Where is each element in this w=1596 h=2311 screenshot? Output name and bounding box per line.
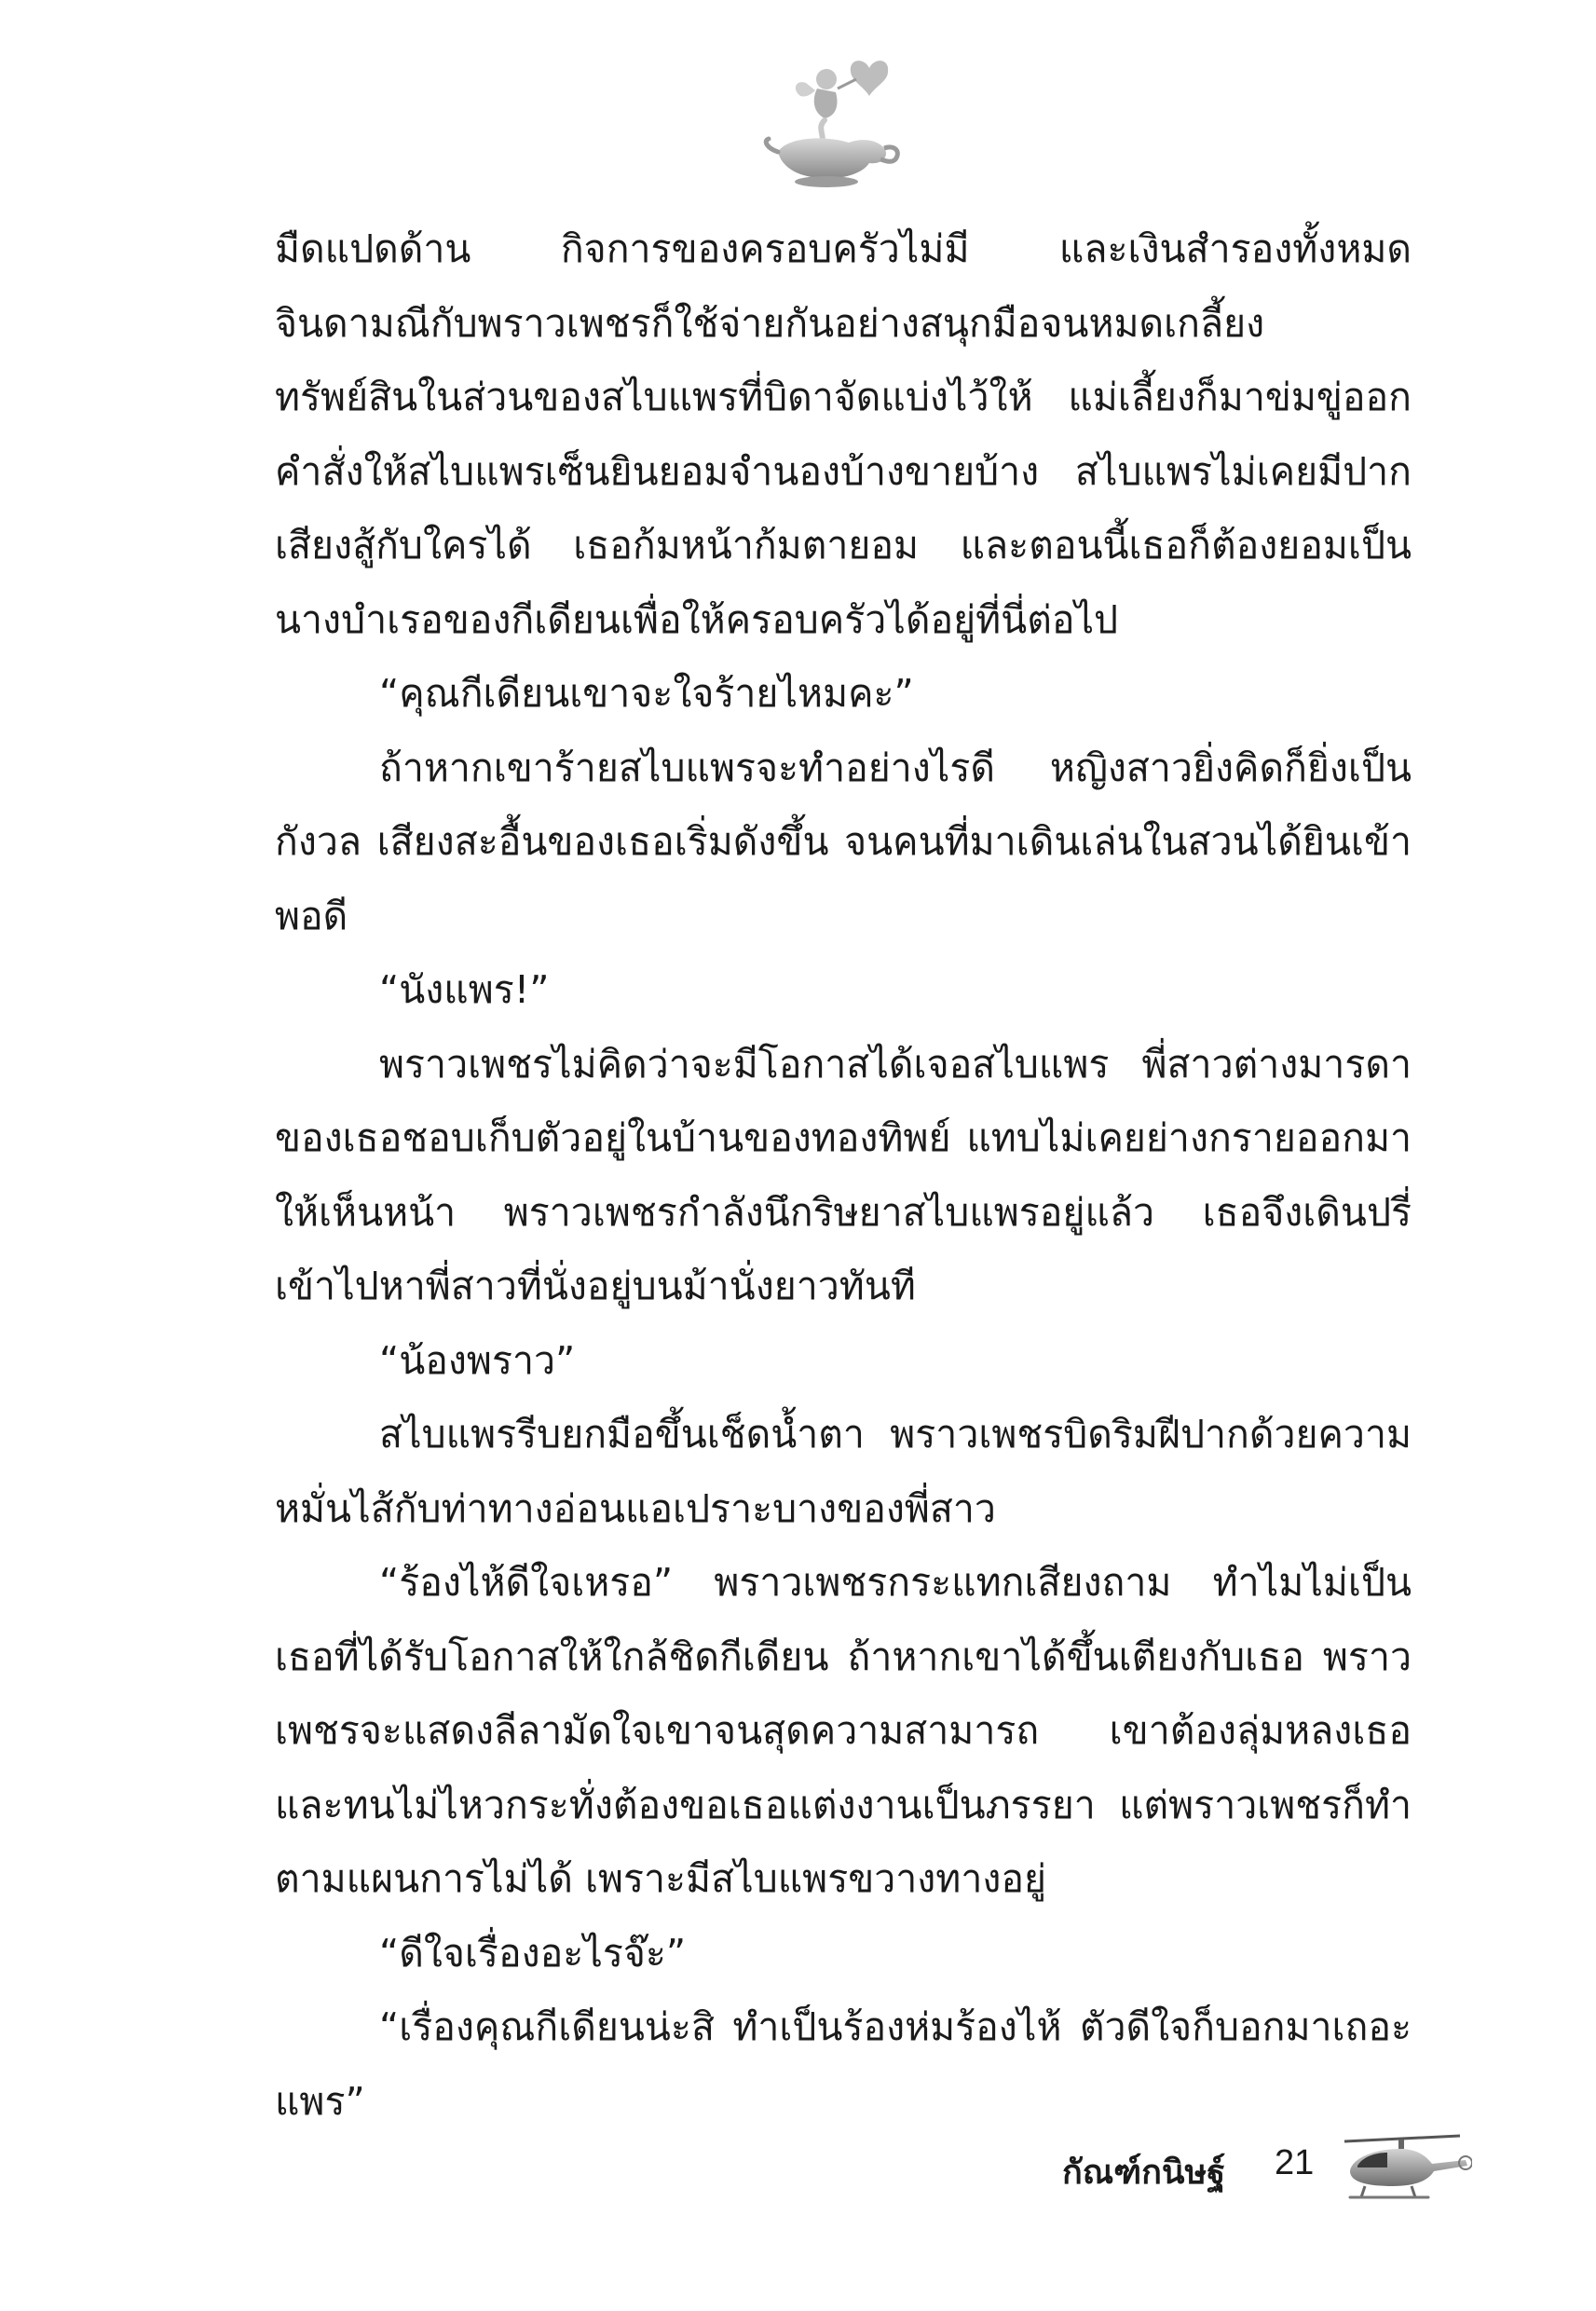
paragraph: “เรื่องคุณกีเดียนน่ะสิ ทำเป็นร้องห่มร้องไห้ ตัวดีใจก็บอกมาเถอะแพร” — [275, 2004, 1412, 2124]
paragraph: “ร้องไห้ดีใจเหรอ” พราวเพชรกระแทกเสียงถาม ทำไมไม่เป็นเธอที่ได้รับโอกาสให้ใกล้ชิดกีเดียน ถ้าหากเขาได้ขึ้นเตียงกับเธอ พราวเพชรจะแสดงลีลามัดใจเขาจนสุดความสามารถ เขาต้องลุ่มหลงเธอ และทนไม่ไหวกระทั่งต้องขอเธอแต่งงานเป็นภรรยา แต่พราวเพชรก็ทำตามแผนการไม่ได้ เพราะมีสไบแพรขวางทางอยู่ — [275, 1560, 1412, 1901]
helicopter-icon — [1337, 2132, 1472, 2207]
page-number: 21 — [1275, 2143, 1315, 2182]
body-text — [275, 212, 1412, 2139]
book-title: กัณฑ์กนิษฐ์ — [1062, 2154, 1226, 2192]
paragraph: “ดีใจเรื่องอะไรจ๊ะ” — [379, 1930, 687, 1976]
genie-lamp-cupid-icon — [759, 51, 908, 191]
paragraph: ถ้าหากเขาร้ายสไบแพรจะทำอย่างไรดี หญิงสาวยิ่งคิดก็ยิ่งเป็นกังวล เสียงสะอื้นของเธอเริ่มดังขึ้น จนคนที่มาเดินเล่นในสวนได้ยินเข้าพอดี — [275, 745, 1412, 938]
page-footer — [1062, 2132, 1472, 2216]
paragraph: “น้องพราว” — [379, 1337, 576, 1383]
paragraph: “คุณกีเดียนเขาจะใจร้ายไหมคะ” — [379, 671, 914, 716]
paragraph: “นังแพร!” — [379, 967, 550, 1012]
paragraph: สไบแพรรีบยกมือขึ้นเช็ดน้ำตา พราวเพชรบิดริมฝีปากด้วยความหมั่นไส้กับท่าทางอ่อนแอเปราะบางของพี่สาว — [275, 1412, 1412, 1531]
paragraph: พราวเพชรไม่คิดว่าจะมีโอกาสได้เจอสไบแพร พี่สาวต่างมารดาของเธอชอบเก็บตัวอยู่ในบ้านของทองทิพย์ แทบไม่เคยย่างกรายออกมาให้เห็นหน้า พราวเพชรกำลังนึกริษยาสไบแพรอยู่แล้ว เธอจึงเดินปรี่เข้าไปหาพี่สาวที่นั่งอยู่บนม้านั่งยาวทันที — [275, 1041, 1412, 1308]
paragraph: มืดแปดด้าน กิจการของครอบครัวไม่มี และเงินสำรองทั้งหมด จินดามณีกับพราวเพชรก็ใช้จ่ายกันอย่างสนุกมือจนหมดเกลี้ยง ทรัพย์สินในส่วนของสไบแพรที่บิดาจัดแบ่งไว้ให้ แม่เลี้ยงก็มาข่มขู่ออกคำสั่งให้สไบแพรเซ็นยินยอมจำนองบ้างขายบ้าง สไบแพรไม่เคยมีปากเสียงสู้กับใครได้ เธอก้มหน้าก้มตายอม และตอนนี้เธอก็ต้องยอมเป็นนางบำเรอของกีเดียนเพื่อให้ครอบครัวได้อยู่ที่นี่ต่อไป — [275, 226, 1412, 642]
